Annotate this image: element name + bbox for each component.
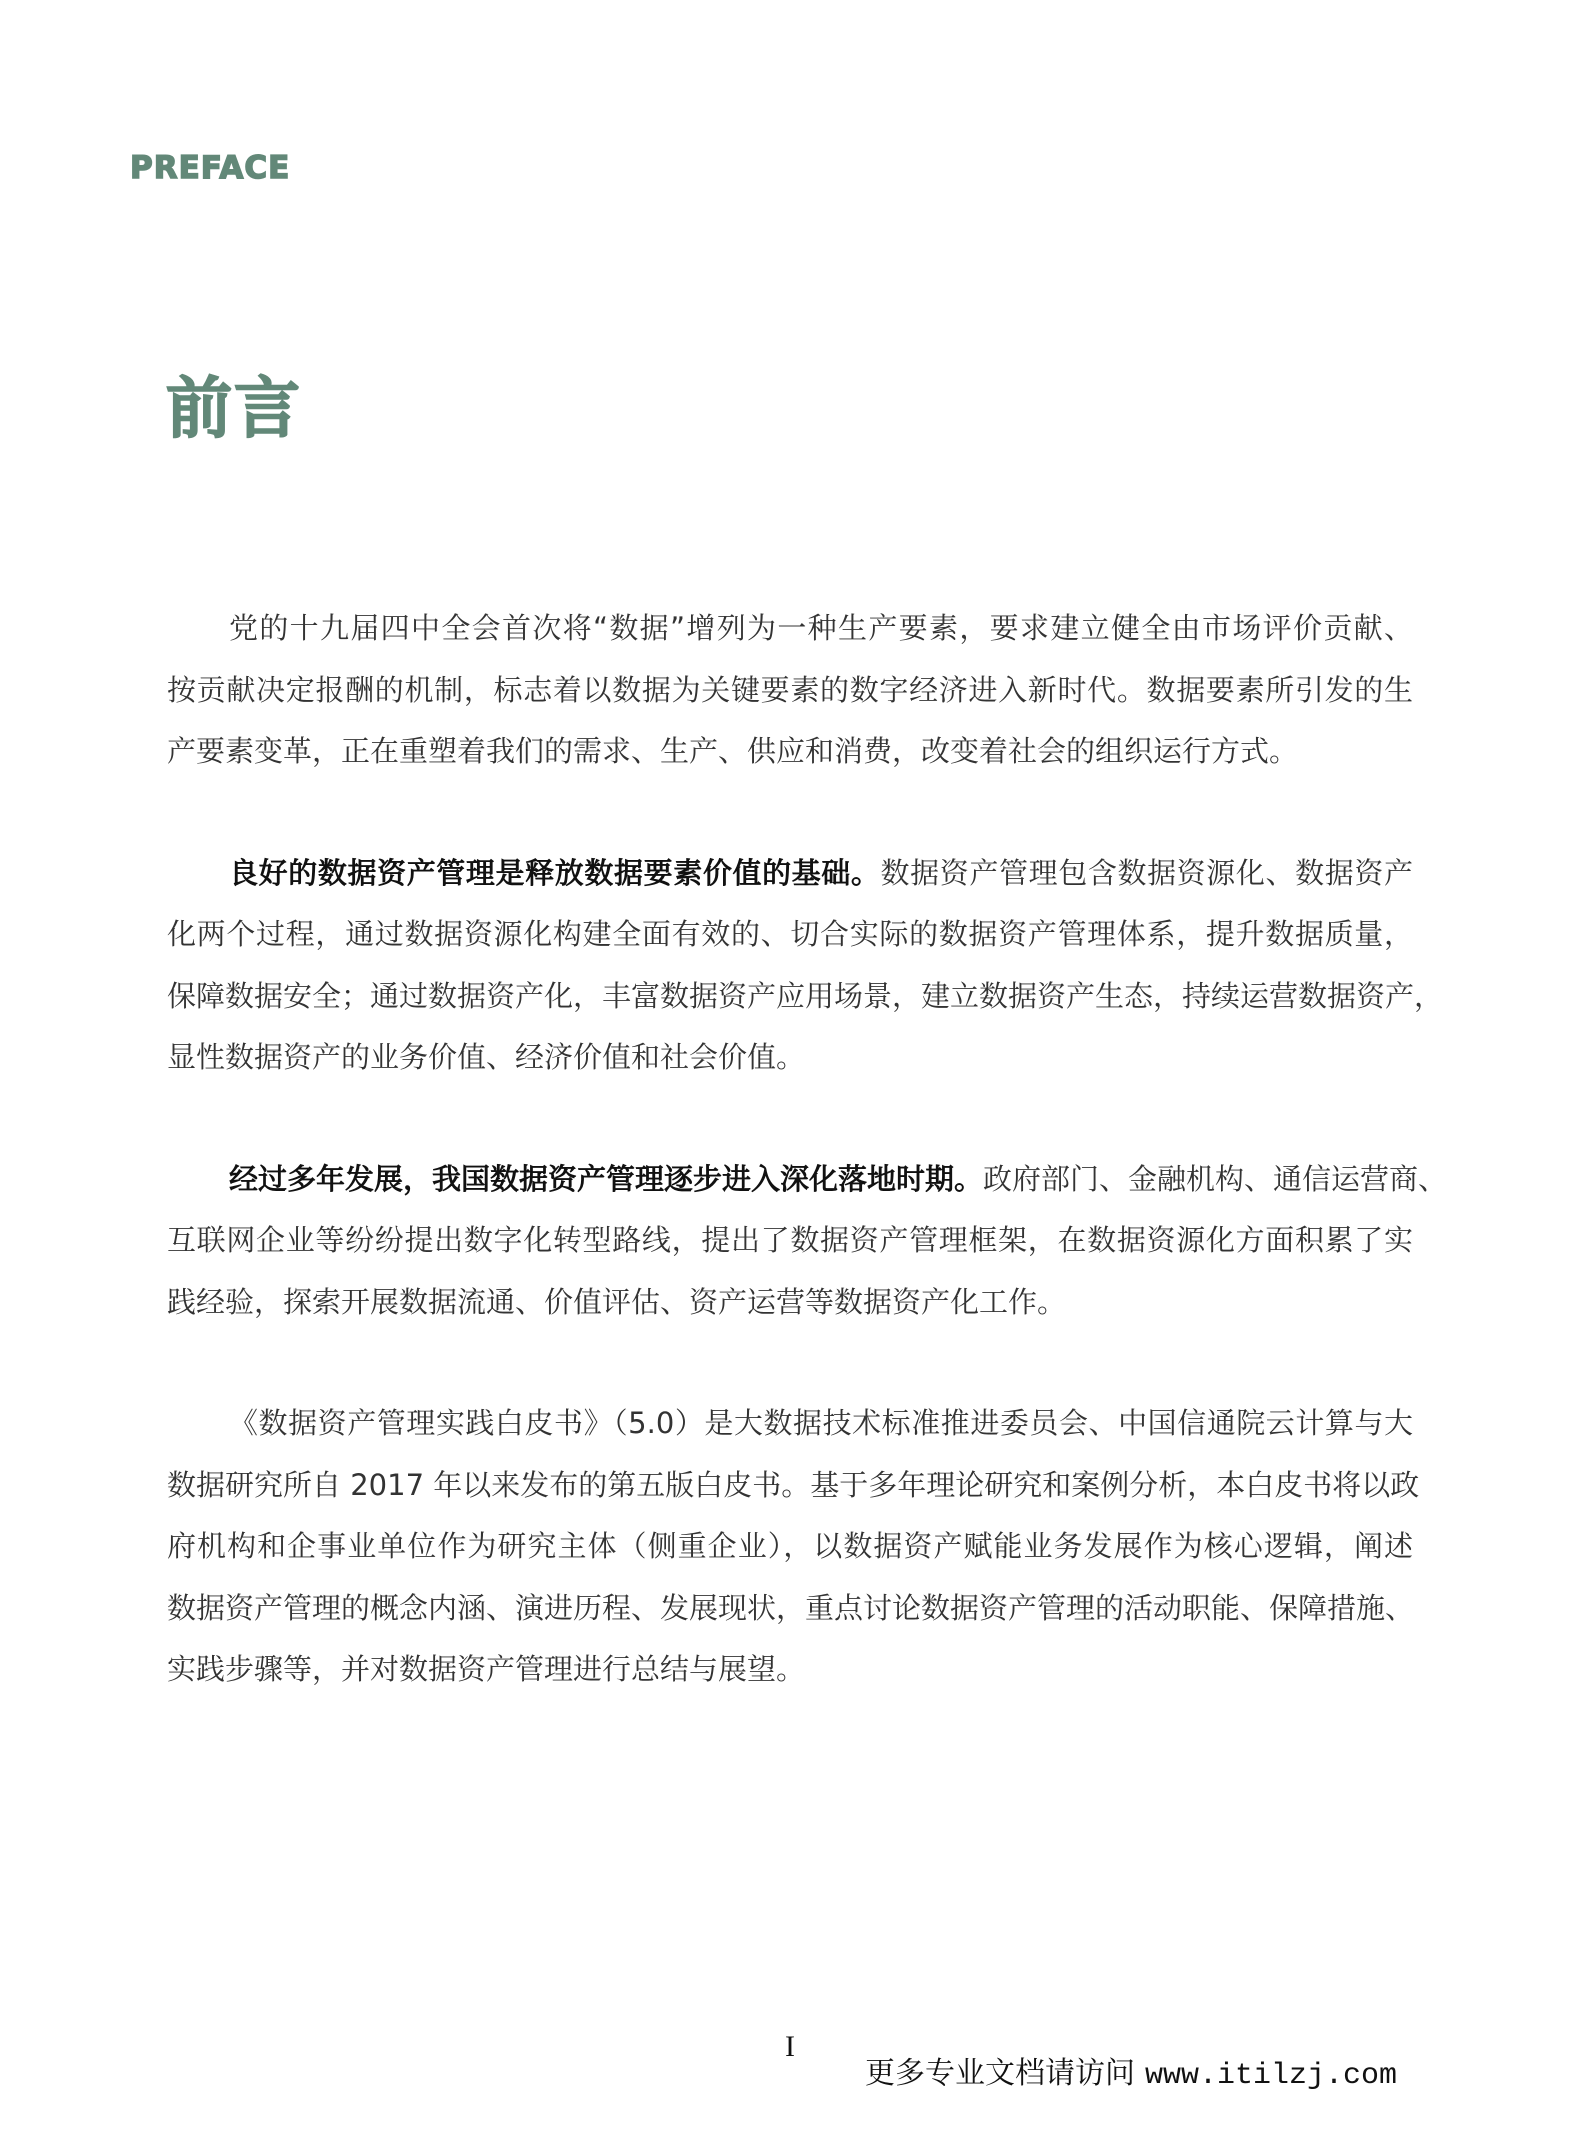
page-number: I bbox=[785, 2030, 795, 2063]
paragraph-line bbox=[167, 1149, 1448, 1211]
paragraph-line bbox=[167, 721, 1413, 783]
page-title: 前言 bbox=[166, 370, 302, 447]
line-text: 数据资产管理包含数据资源化、数据资产 bbox=[880, 855, 1413, 890]
line-text: 按贡献决定报酬的机制，标志着以数据为关键要素的数字经济进入新时代。数据要素所引发的生 bbox=[167, 672, 1413, 707]
paragraph-line bbox=[167, 660, 1413, 722]
paragraph-line bbox=[167, 598, 1413, 660]
paragraph-line bbox=[167, 843, 1413, 905]
paragraph-line bbox=[167, 1027, 1413, 1089]
paragraph bbox=[167, 843, 1444, 1089]
paragraph-line bbox=[167, 1578, 1413, 1640]
line-text: 党的十九届四中全会首次将“数据”增列为一种生产要素，要求建立健全由市场评价贡献、 bbox=[229, 611, 1413, 645]
line-text: 府机构和企事业单位作为研究主体（侧重企业），以数据资产赋能业务发展作为核心逻辑，阐述 bbox=[167, 1529, 1413, 1563]
paragraph bbox=[167, 1149, 1448, 1334]
line-text: 数据资产管理的概念内涵、演进历程、发展现状，重点讨论数据资产管理的活动职能、保障措施、 bbox=[167, 1590, 1415, 1625]
paragraph bbox=[167, 598, 1413, 783]
lead-sentence: 经过多年发展，我国数据资产管理逐步进入深化落地时期。 bbox=[229, 1161, 984, 1196]
line-text: 显性数据资产的业务价值、经济价值和社会价值。 bbox=[167, 1040, 806, 1074]
paragraph-line bbox=[167, 1455, 1420, 1517]
line-text: 《数据资产管理实践白皮书》（5.0）是大数据技术标准推进委员会、中国信通院云计算与大 bbox=[229, 1406, 1413, 1440]
paragraph-line bbox=[167, 904, 1413, 966]
line-text: 数据研究所自 2017 年以来发布的第五版白皮书。基于多年理论研究和案例分析，本白皮书将以政 bbox=[167, 1467, 1420, 1502]
line-text: 产要素变革，正在重塑着我们的需求、生产、供应和消费，改变着社会的组织运行方式。 bbox=[167, 734, 1299, 768]
preface-body bbox=[167, 598, 1448, 1761]
paragraph-line bbox=[167, 966, 1444, 1028]
line-text: 实践步骤等，并对数据资产管理进行总结与展望。 bbox=[167, 1652, 806, 1686]
line-text: 保障数据安全；通过数据资产化，丰富数据资产应用场景，建立数据资产生态，持续运营数据资产， bbox=[167, 978, 1444, 1013]
footer-promo-text: 更多专业文档请访问 bbox=[865, 2057, 1135, 2090]
paragraph-line bbox=[167, 1516, 1413, 1578]
line-text: 互联网企业等纷纷提出数字化转型路线，提出了数据资产管理框架，在数据资源化方面积累了实 bbox=[167, 1223, 1413, 1257]
preface-eyebrow: PREFACE bbox=[130, 150, 291, 186]
paragraph-line bbox=[167, 1639, 1413, 1701]
paragraph-line bbox=[167, 1272, 1413, 1334]
paragraph bbox=[167, 1393, 1420, 1701]
footer-promo bbox=[865, 2048, 1397, 2093]
line-text: 践经验，探索开展数据流通、价值评估、资产运营等数据资产化工作。 bbox=[167, 1284, 1067, 1319]
paragraph-line bbox=[167, 1393, 1413, 1455]
paragraph-line bbox=[167, 1210, 1413, 1272]
line-text: 政府部门、金融机构、通信运营商、 bbox=[983, 1161, 1448, 1196]
line-text: 化两个过程，通过数据资源化构建全面有效的、切合实际的数据资产管理体系，提升数据质量， bbox=[167, 917, 1413, 951]
footer-url-link[interactable]: www.itilzj.com bbox=[1145, 2059, 1398, 2093]
lead-sentence: 良好的数据资产管理是释放数据要素价值的基础。 bbox=[229, 855, 881, 890]
